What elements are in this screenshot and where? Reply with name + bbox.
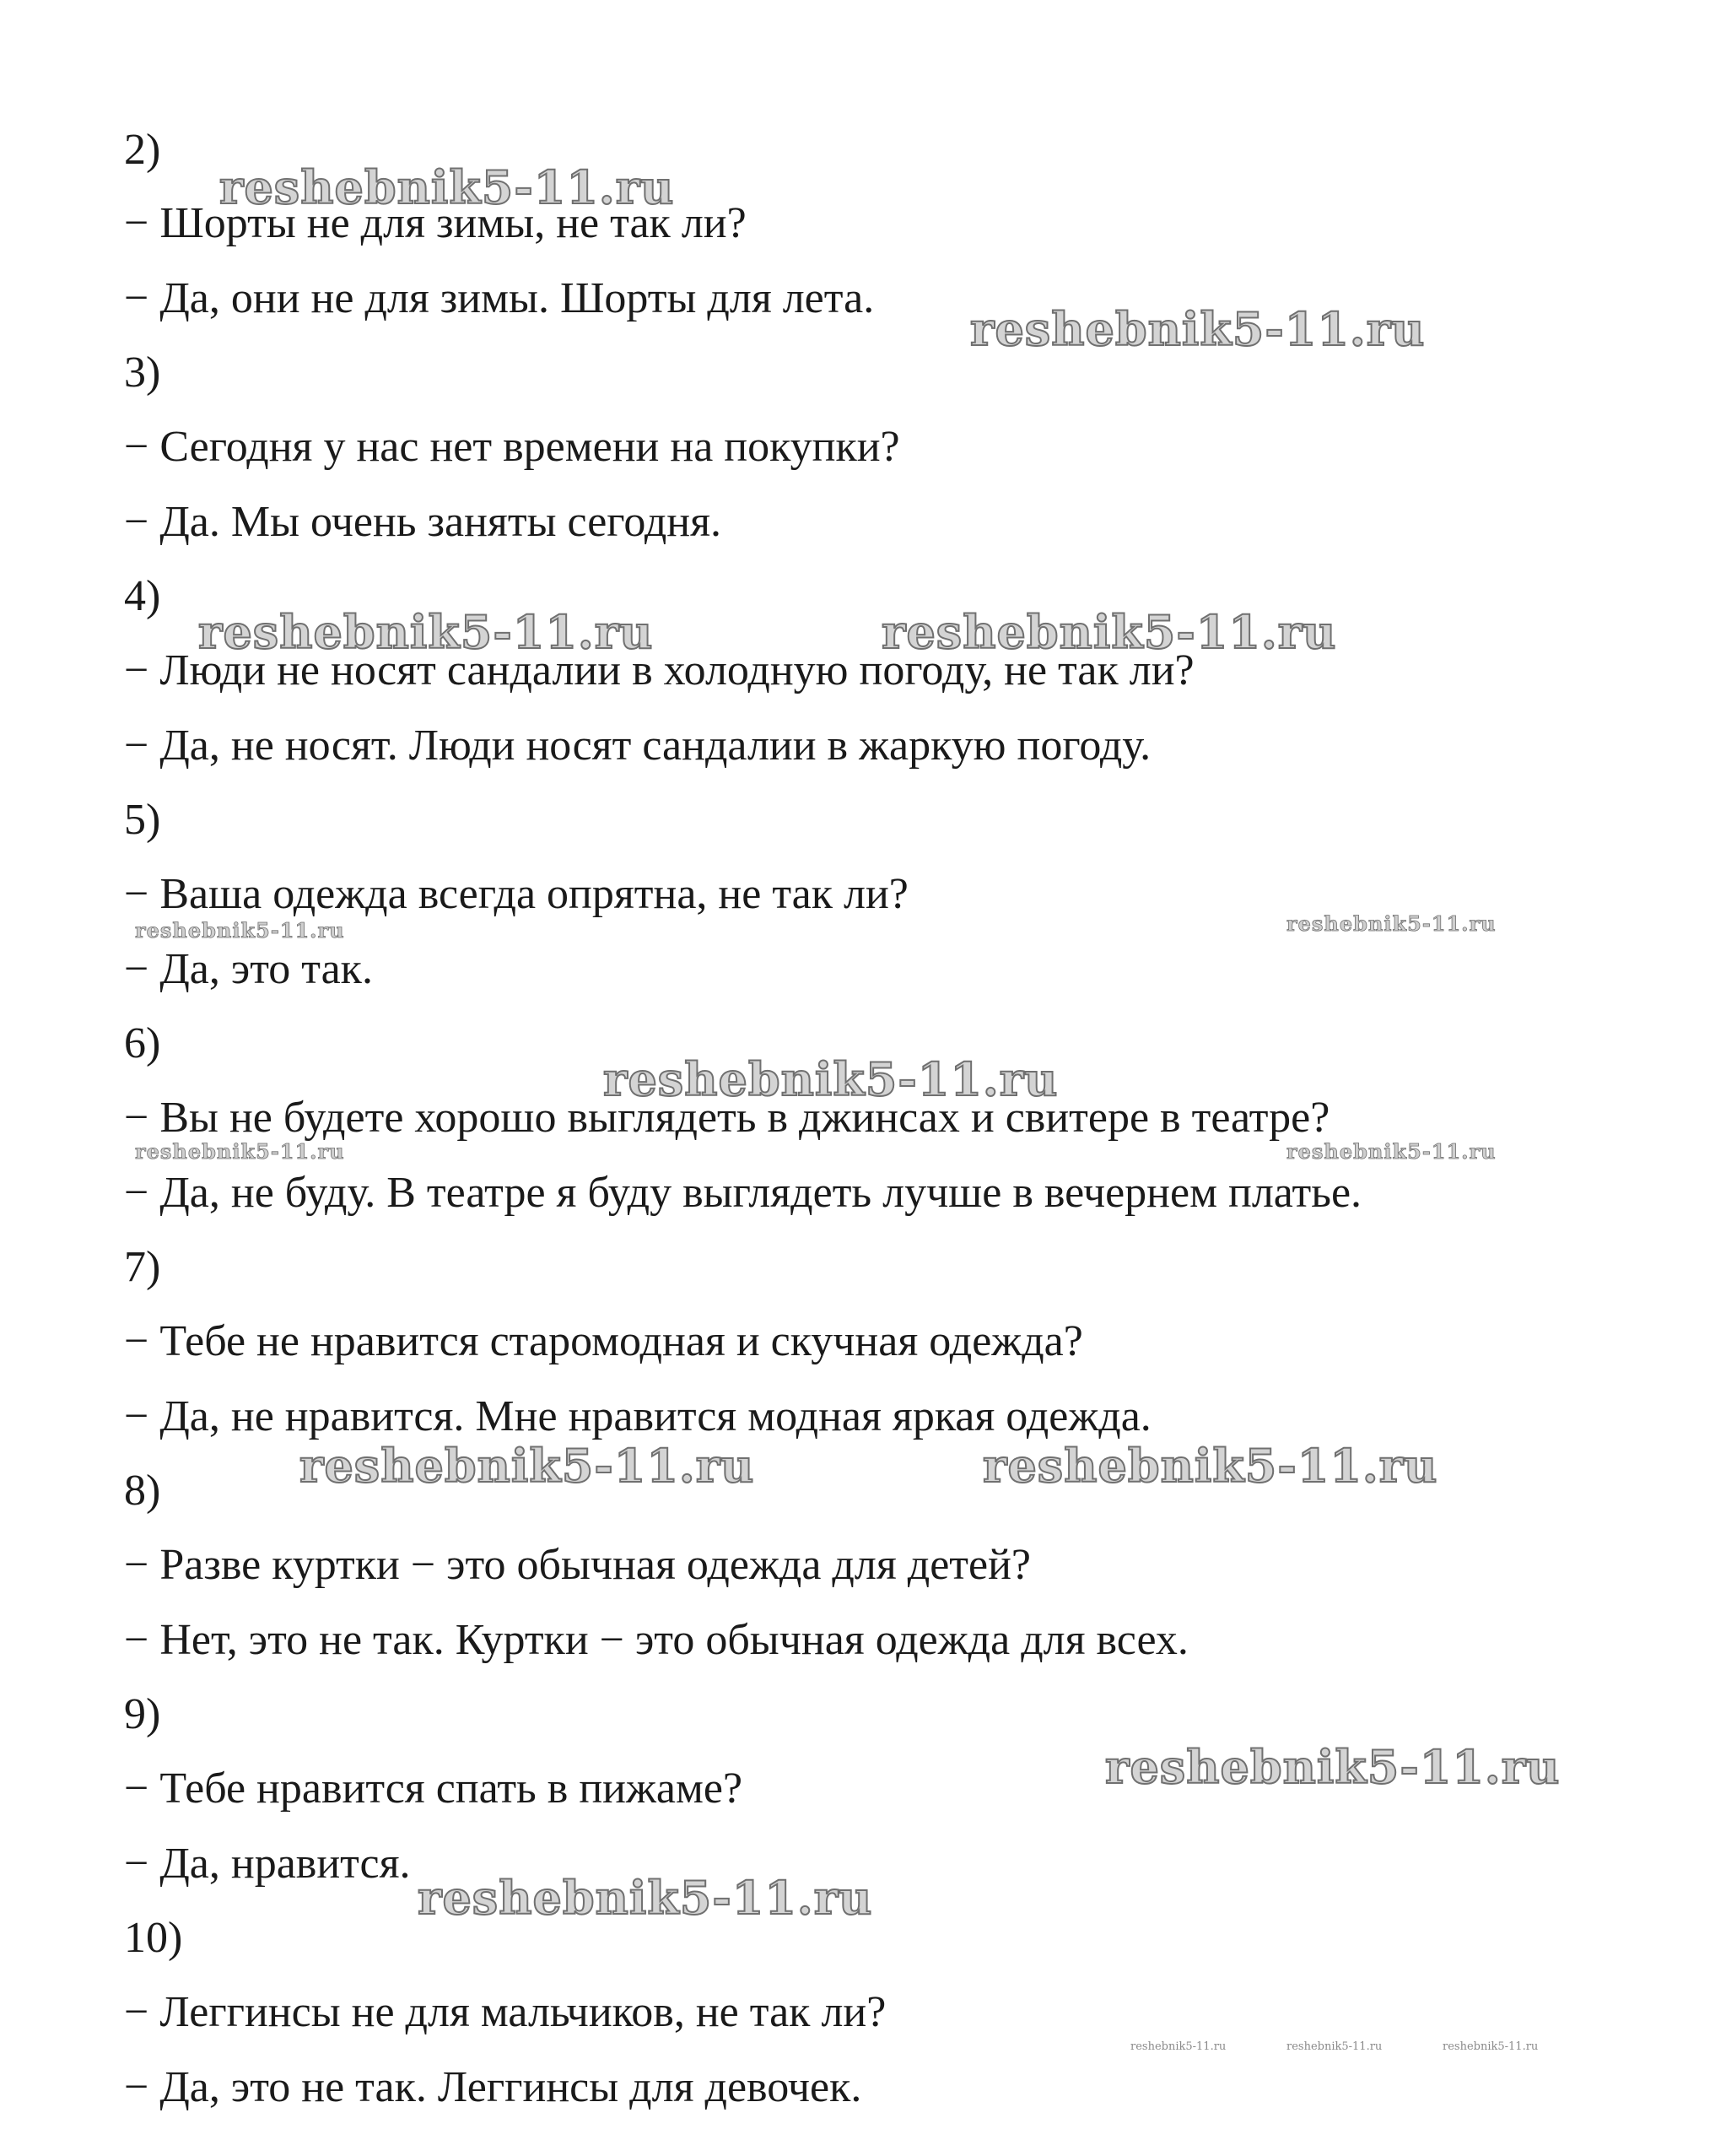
item-number-2: 2) <box>124 126 161 174</box>
watermark: reshebnik5-11.ru <box>1105 1740 1561 1794</box>
watermark: reshebnik5-11.ru <box>983 1439 1438 1493</box>
watermark: reshebnik5-11.ru <box>299 1439 755 1493</box>
question-2: − Шорты не для зимы, не так ли? <box>124 199 747 247</box>
watermark: reshebnik5-11.ru <box>970 302 1426 356</box>
answer-10: − Да, это не так. Леггинсы для девочек. <box>124 2063 862 2111</box>
watermark: reshebnik5-11.ru <box>1286 1139 1497 1164</box>
answer-9: − Да, нравится. <box>124 1840 411 1888</box>
watermark: reshebnik5-11.ru <box>198 605 654 659</box>
question-3: − Сегодня у нас нет времени на покупки? <box>124 423 900 471</box>
question-10: − Леггинсы не для мальчиков, не так ли? <box>124 1988 887 2036</box>
watermark: reshebnik5-11.ru <box>135 918 345 943</box>
question-4: − Люди не носят сандалии в холодную погоду, не так ли? <box>124 646 1195 694</box>
watermark: reshebnik5-11.ru <box>135 1139 345 1164</box>
watermark: reshebnik5-11.ru <box>418 1871 873 1925</box>
item-number-3: 3) <box>124 349 161 397</box>
question-5: − Ваша одежда всегда опрятна, не так ли? <box>124 870 909 918</box>
item-number-7: 7) <box>124 1243 161 1291</box>
watermark: reshebnik5-11.ru <box>882 605 1337 659</box>
watermark: reshebnik5-11.ru <box>1130 2040 1227 2053</box>
answer-5: − Да, это так. <box>124 945 373 993</box>
item-number-4: 4) <box>124 572 161 620</box>
answer-2: − Да, они не для зимы. Шорты для лета. <box>124 274 875 322</box>
question-8: − Разве куртки − это обычная одежда для детей? <box>124 1541 1031 1589</box>
answer-4: − Да, не носят. Люди носят сандалии в жаркую погоду. <box>124 721 1152 770</box>
item-number-8: 8) <box>124 1467 161 1515</box>
answer-7: − Да, не нравится. Мне нравится модная яркая одежда. <box>124 1392 1152 1440</box>
watermark: reshebnik5-11.ru <box>219 160 675 214</box>
item-number-10: 10) <box>124 1914 183 1962</box>
question-7: − Тебе не нравится старомодная и скучная одежда? <box>124 1317 1083 1365</box>
item-number-5: 5) <box>124 796 161 844</box>
watermark: reshebnik5-11.ru <box>1443 2040 1539 2053</box>
answer-6: − Да, не буду. В театре я буду выглядеть лучше в вечернем платье. <box>124 1169 1362 1217</box>
question-6: − Вы не будете хорошо выглядеть в джинсах и свитере в театре? <box>124 1094 1330 1142</box>
watermark: reshebnik5-11.ru <box>1286 911 1497 936</box>
question-9: − Тебе нравится спать в пижаме? <box>124 1764 743 1813</box>
watermark: reshebnik5-11.ru <box>603 1052 1059 1106</box>
item-number-6: 6) <box>124 1019 161 1067</box>
watermark: reshebnik5-11.ru <box>1286 2040 1383 2053</box>
item-number-9: 9) <box>124 1690 161 1738</box>
answer-3: − Да. Мы очень заняты сегодня. <box>124 498 722 546</box>
answer-8: − Нет, это не так. Куртки − это обычная одежда для всех. <box>124 1616 1189 1664</box>
